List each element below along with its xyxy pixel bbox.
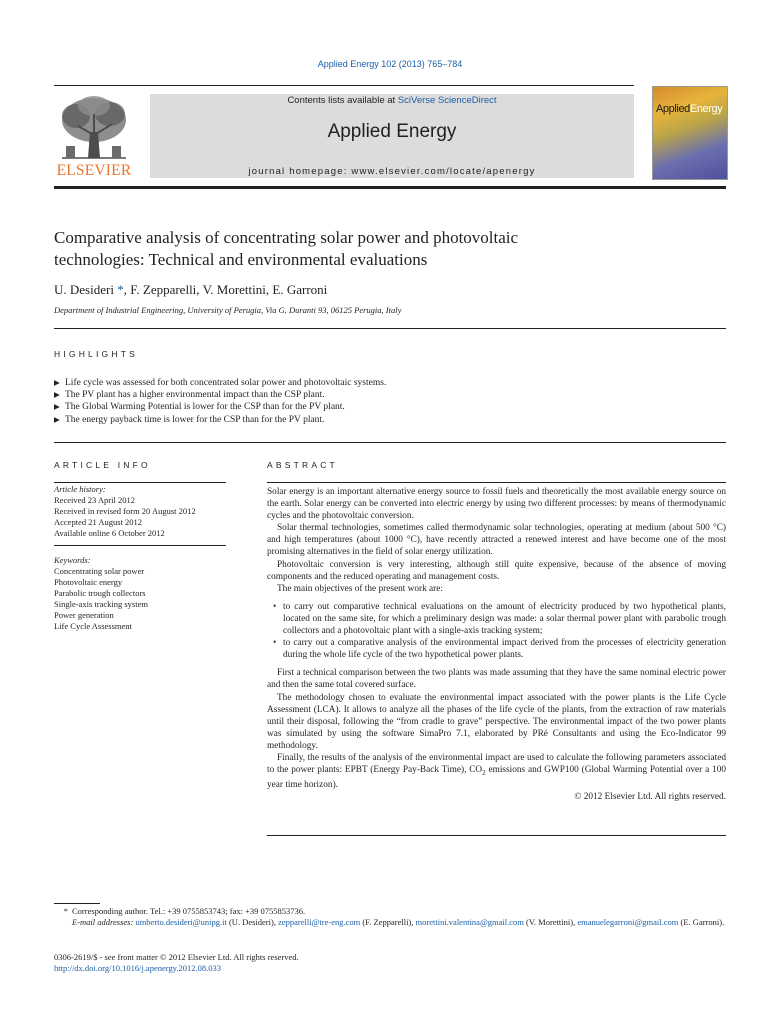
email-addresses (54, 917, 726, 928)
abstract-text: emissions and GWP100 (Global Warming Potential over a 100 year time horizon). (267, 765, 726, 791)
highlight-item (54, 414, 734, 426)
keyword: Single-axis tracking system (54, 599, 148, 609)
highlight-text: The PV plant has a higher environmental impact than the CSP plant. (65, 390, 325, 401)
keyword: Power generation (54, 610, 114, 620)
abstract-paragraph: Solar energy is an important alternative energy source to fossil fuels and theoretically the most available energy source on the earth. Solar energy can be converted into electric energy by using two different processes: by means of thermodynamic cycles and the photovoltaic conversion. (267, 487, 726, 522)
abstract-paragraph (267, 752, 726, 791)
journal-citation[interactable]: Applied Energy 102 (2013) 765–784 (317, 59, 463, 69)
objective-text: to carry out a comparative analysis of the environmental impact derived from the processes of electricity generation during the whole life cycle of the two hypothetical power plants. (283, 638, 726, 661)
highlight-item (54, 389, 734, 401)
elsevier-logo (54, 92, 134, 180)
bullet-dot-icon: • (273, 638, 277, 649)
bullet-dot-icon: • (273, 601, 277, 612)
keyword: Concentrating solar power (54, 566, 145, 576)
journal-homepage[interactable]: journal homepage: www.elsevier.com/locate/apenergy (248, 166, 536, 177)
article-info-rule (54, 482, 226, 483)
journal-name: Applied Energy (327, 121, 457, 142)
email-owner: (E. Garroni). (680, 917, 725, 927)
corresponding-author-footnote (54, 906, 726, 917)
section-rule (54, 328, 726, 329)
keywords-block (54, 555, 226, 632)
highlight-text: Life cycle was assessed for both concentrated solar power and photovoltaic systems. (65, 378, 387, 388)
history-entry: Received 23 April 2012 (54, 495, 135, 505)
abstract-end-rule (267, 835, 726, 836)
copyright-notice: © 2012 Elsevier Ltd. All rights reserved. (574, 792, 726, 803)
triangle-bullet-icon: ▶ (54, 390, 60, 400)
highlights-list (54, 377, 734, 426)
objective-item (267, 601, 726, 637)
history-entry: Available online 6 October 2012 (54, 528, 165, 538)
author-affiliation: Department of Industrial Engineering, University of Perugia, Via G. Duranti 93, 06125 Perugia, Italy (54, 305, 402, 315)
doi-link[interactable]: http://dx.doi.org/10.1016/j.apenergy.2012.08.033 (54, 963, 221, 973)
article-history-label: Article history: (54, 484, 106, 494)
email-link[interactable]: umberto.desideri@unipg.it (135, 917, 227, 927)
abstract-paragraph: Photovoltaic conversion is very interesting, although still quite expensive, because of the absence of moving components and the reduced operating and management costs. (267, 559, 726, 582)
keyword: Life Cycle Assessment (54, 621, 132, 631)
abstract-text: Finally, the results of the analysis of the environmental impact are used to calculate the following parameters associated to the power plants: EPBT (Energy Pay-Back Time), CO (267, 752, 726, 776)
email-owner: (U. Desideri), (228, 917, 276, 927)
abstract-heading: ABSTRACT (267, 460, 338, 470)
cover-title-energy: Energy (689, 103, 723, 115)
elsevier-wordmark: ELSEVIER (56, 162, 132, 179)
email-owner: (V. Morettini), (526, 917, 576, 927)
highlight-item (54, 377, 734, 389)
history-entry: Received in revised form 20 August 2012 (54, 506, 196, 516)
sciencedirect-link[interactable]: SciVerse ScienceDirect (397, 95, 497, 106)
issn-doi-block (54, 952, 726, 974)
abstract-rule (267, 482, 726, 483)
abstract-body (267, 486, 726, 803)
objective-text: to carry out comparative technical evaluations on the amount of electricity produced by two hypothetical plants, located on the same site, for which a preliminary design was made: a solar thermal power plant with parabolic trough collectors and a photovoltaic plant with a single-axis tracking system; (283, 601, 726, 637)
objectives-list (267, 601, 726, 661)
triangle-bullet-icon: ▶ (54, 414, 60, 424)
highlight-text: The Global Warming Potential is lower for the CSP than for the PV plant. (65, 402, 345, 413)
cover-title-applied: Applied (656, 103, 690, 115)
author-name: V. Morettini (202, 282, 266, 297)
asterisk-mark: * (63, 906, 68, 916)
co2-subscript: 2 (482, 768, 486, 777)
email-link[interactable]: zepparelli@tre-eng.com (278, 917, 361, 927)
triangle-bullet-icon: ▶ (54, 378, 60, 387)
author-list: U. Desideri *, F. Zepparelli, V. Morettini, E. Garroni (54, 282, 328, 297)
highlight-item (54, 401, 734, 413)
paper-title-line-2: technologies: Technical and environmental evaluations (54, 250, 428, 269)
author-name: F. Zepparelli (130, 282, 197, 297)
issn-line: 0306-2619/$ - see front matter © 2012 Elsevier Ltd. All rights reserved. (54, 952, 299, 962)
email-link[interactable]: emanuelegarroni@gmail.com (577, 917, 679, 927)
history-entry: Accepted 21 August 2012 (54, 517, 143, 527)
abstract-paragraph: The main objectives of the present work are: (277, 583, 443, 594)
corresponding-author-text: Corresponding author. Tel.: +39 0755853743; fax: +39 0755853736. (72, 906, 306, 916)
keyword: Parabolic trough collectors (54, 588, 146, 598)
header-top-rule (54, 85, 634, 86)
abstract-paragraph: First a technical comparison between the two plants was made assuming that they have the same nominal electric power and then the same total covered surface. (267, 668, 726, 691)
footnote-rule (54, 903, 100, 904)
highlight-text: The energy payback time is lower for the CSP than for the PV plant. (65, 414, 325, 425)
footnotes (54, 906, 726, 928)
keywords-label: Keywords: (54, 555, 91, 565)
highlights-heading: HIGHLIGHTS (54, 349, 138, 359)
objective-item (267, 637, 726, 661)
cover-title (656, 103, 722, 115)
paper-title-line-1: Comparative analysis of concentrating solar power and photovoltaic (54, 228, 519, 247)
author-name: U. Desideri (54, 282, 114, 297)
keyword: Photovoltaic energy (54, 577, 123, 587)
journal-cover-thumbnail[interactable] (652, 86, 728, 180)
corresponding-author-mark[interactable]: * (117, 282, 124, 297)
abstract-paragraph: Solar thermal technologies, sometimes called thermodynamic solar technologies, operating at medium (about 500 °C) and high temperatures (about 1000 °C), have recently attracted a renewed interest and have become one of the most promising alternatives in the field of solar energy utilization. (267, 523, 726, 558)
author-name: E. Garroni (272, 282, 328, 297)
article-info-divider (54, 545, 226, 546)
email-owner: (F. Zepparelli), (362, 917, 414, 927)
email-link[interactable]: morettini.valentina@gmail.com (415, 917, 524, 927)
paper-title (54, 227, 654, 271)
triangle-bullet-icon: ▶ (54, 402, 60, 412)
contents-prefix: Contents lists available at (287, 95, 398, 106)
contents-availability-line (150, 95, 634, 106)
article-history (54, 484, 226, 539)
article-info-heading: ARTICLE INFO (54, 460, 151, 470)
header-bottom-rule (54, 186, 726, 189)
email-label: E-mail addresses: (72, 917, 134, 927)
abstract-paragraph: The methodology chosen to evaluate the environmental impact associated with the power plants is the Life Cycle Assessment (LCA). It allows to analyze all the phases of the life cycle of the plants, from the extraction of raw materials until their disposal, following the “from cradle to grave” perspective. The environmental impact of the two power plants was simulated by using the software SimaPro 7.1, elaborated by PRé Consultants and using the Eco-Indicator 99 methodology. (267, 692, 726, 751)
section-rule (54, 442, 726, 443)
